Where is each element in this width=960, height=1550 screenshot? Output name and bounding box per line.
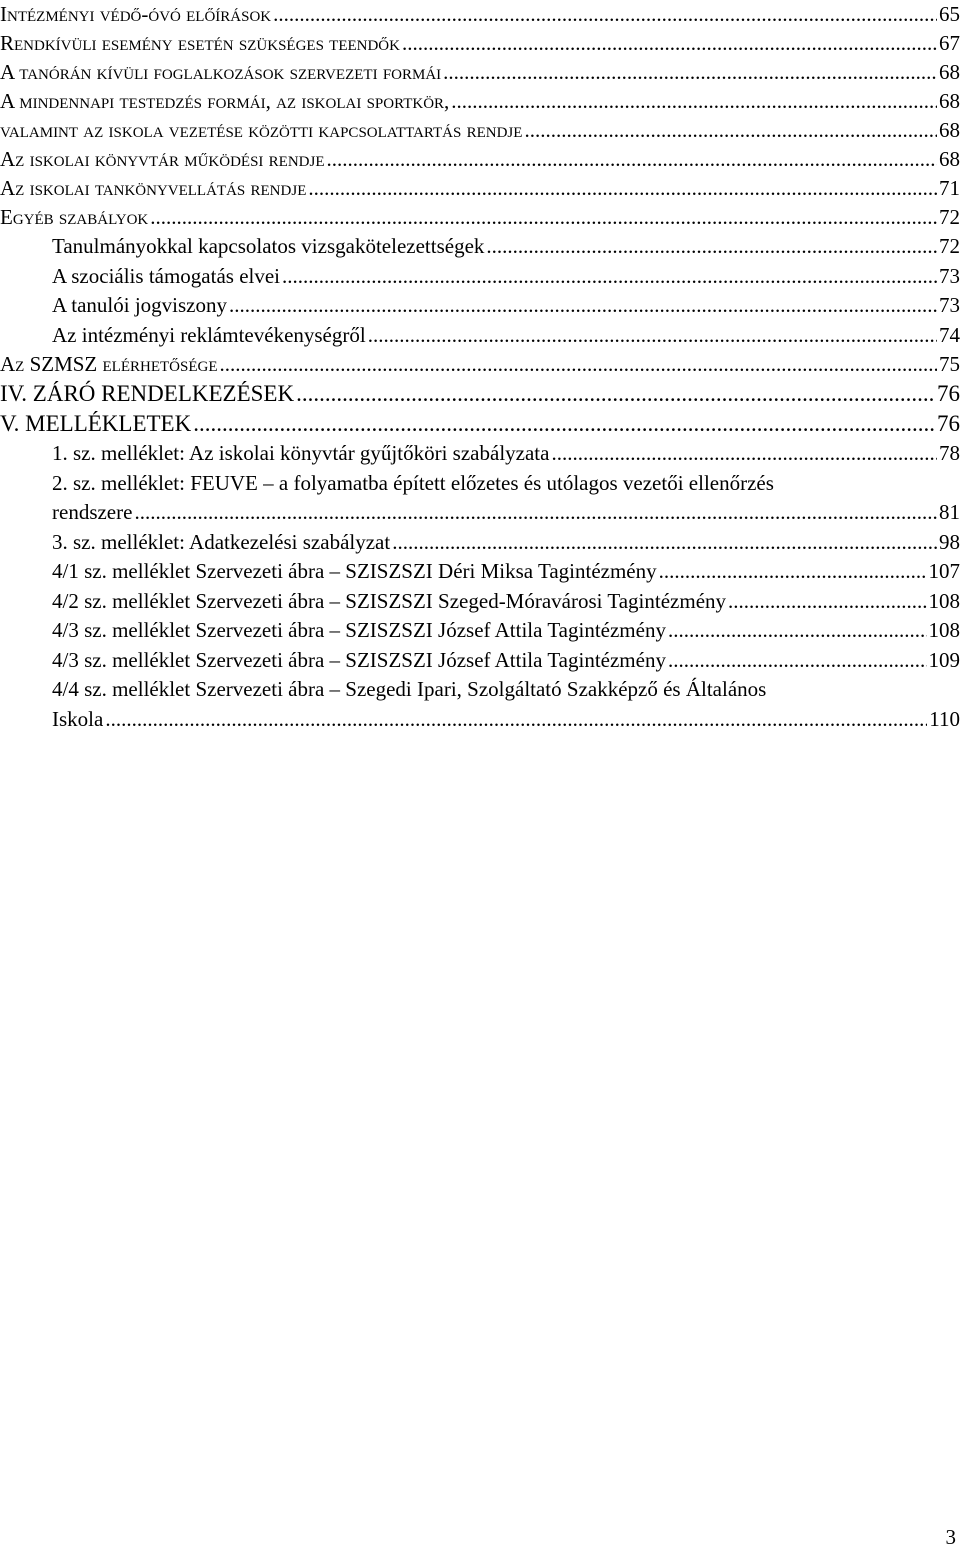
toc-entry-title: 2. sz. melléklet: FEUVE – a folyamatba épített előzetes és utólagos vezetői ellenőrzés — [52, 470, 774, 495]
toc-leader-dots — [668, 616, 927, 646]
toc-entry-title: A mindennapi testedzés formái, az iskolai sportkör, — [0, 89, 450, 113]
toc-entry-page: 81 — [939, 500, 960, 524]
toc-leader-dots — [551, 439, 937, 469]
toc-entry[interactable] — [0, 587, 960, 617]
toc-entry-title: Az iskolai tankönyvellátás rendje — [0, 176, 307, 200]
toc-entry-page: 107 — [928, 559, 960, 583]
toc-entry[interactable] — [0, 557, 960, 587]
toc-entry-page: 78 — [939, 441, 960, 465]
toc-entry-page: 75 — [939, 352, 960, 376]
toc-entry-page: 65 — [939, 2, 960, 26]
toc-entry[interactable] — [0, 675, 960, 734]
toc-entry-page: 72 — [939, 234, 960, 258]
table-of-contents — [0, 0, 960, 734]
toc-entry[interactable] — [0, 439, 960, 469]
toc-entry-title: 4/3 sz. melléklet Szervezeti ábra – SZISZSZI József Attila Tagintézmény — [52, 618, 666, 642]
toc-leader-dots — [728, 587, 926, 617]
toc-entry[interactable] — [0, 409, 960, 439]
toc-leader-dots — [326, 145, 937, 174]
toc-entry-title: A tanulói jogviszony — [52, 293, 227, 317]
toc-entry-page: 71 — [939, 176, 960, 200]
toc-entry-title: A szociális támogatás elvei — [52, 263, 281, 288]
toc-leader-dots — [273, 0, 937, 29]
toc-entry-title: Az iskolai könyvtár működési rendje — [0, 147, 325, 171]
toc-leader-dots — [402, 29, 937, 58]
toc-leader-dots — [668, 646, 927, 676]
toc-entry[interactable] — [0, 291, 960, 321]
toc-leader-dots — [220, 350, 938, 379]
toc-entry[interactable] — [0, 262, 960, 292]
toc-entry-page: 110 — [929, 706, 960, 731]
toc-entry[interactable] — [0, 29, 960, 58]
toc-leader-dots — [150, 203, 937, 232]
toc-entry-title-continued: Iskola — [52, 706, 104, 731]
toc-entry-page: 73 — [939, 263, 960, 288]
page-number: 3 — [945, 1525, 956, 1549]
toc-leader-dots — [282, 262, 937, 292]
toc-entry-title: valamint az iskola vezetése közötti kapcsolattartás rendje — [0, 118, 523, 142]
toc-entry-title: Az SZMSZ elérhetősége — [0, 352, 218, 376]
toc-leader-dots — [392, 528, 937, 558]
toc-entry-title-continued: rendszere — [52, 500, 133, 524]
toc-entry-title: V. MELLÉKLETEK — [0, 411, 192, 436]
toc-entry-title: Egyéb szabályok — [0, 205, 149, 229]
toc-entry[interactable] — [0, 379, 960, 409]
toc-entry-title: 4/4 sz. melléklet Szervezeti ábra – Szegedi Ipari, Szolgáltató Szakképző és Általános — [52, 677, 767, 701]
toc-leader-dots — [451, 87, 937, 116]
toc-entry-title: IV. ZÁRÓ RENDELKEZÉSEK — [0, 381, 295, 406]
toc-leader-dots — [134, 498, 937, 528]
toc-entry-page: 109 — [928, 647, 960, 672]
toc-entry-page: 76 — [937, 381, 960, 406]
toc-leader-dots — [443, 58, 937, 87]
toc-entry-title: Tanulmányokkal kapcsolatos vizsgakötelezettségek — [52, 234, 485, 258]
toc-entry[interactable] — [0, 528, 960, 558]
toc-entry[interactable] — [0, 174, 960, 203]
toc-entry-title: 3. sz. melléklet: Adatkezelési szabályzat — [52, 529, 391, 554]
toc-entry-page: 74 — [939, 322, 960, 347]
toc-leader-dots — [105, 705, 927, 735]
toc-entry[interactable] — [0, 0, 960, 29]
toc-entry-page: 68 — [939, 147, 960, 171]
toc-entry[interactable] — [0, 145, 960, 174]
toc-entry-title: 4/1 sz. melléklet Szervezeti ábra – SZISZSZI Déri Miksa Tagintézmény — [52, 559, 657, 583]
toc-entry-page: 108 — [928, 588, 960, 613]
toc-leader-dots — [308, 174, 937, 203]
toc-leader-dots — [193, 409, 935, 439]
toc-entry-title: Az intézményi reklámtevékenységről — [52, 322, 366, 347]
toc-leader-dots — [368, 321, 937, 351]
toc-entry-title: Intézményi védő-óvó előírások — [0, 2, 272, 26]
toc-entry[interactable] — [0, 203, 960, 232]
toc-entry[interactable] — [0, 232, 960, 262]
toc-entry-title: A tanórán kívüli foglalkozások szervezeti formái — [0, 60, 442, 84]
toc-entry-page: 108 — [928, 618, 960, 642]
toc-entry-title: 4/2 sz. melléklet Szervezeti ábra – SZISZSZI Szeged-Móravárosi Tagintézmény — [52, 588, 727, 613]
toc-entry-title: 4/3 sz. melléklet Szervezeti ábra – SZISZSZI József Attila Tagintézmény — [52, 647, 666, 672]
toc-entry-page: 67 — [939, 31, 960, 55]
toc-entry-page: 68 — [939, 60, 960, 84]
toc-leader-dots — [659, 557, 927, 587]
toc-entry-page: 73 — [939, 293, 960, 317]
toc-entry[interactable] — [0, 321, 960, 351]
toc-leader-dots — [229, 291, 937, 321]
toc-entry-page: 98 — [939, 529, 960, 554]
toc-entry-page: 68 — [939, 89, 960, 113]
toc-entry-page: 68 — [939, 118, 960, 142]
toc-leader-dots — [296, 379, 935, 409]
toc-entry[interactable] — [0, 87, 960, 116]
toc-leader-dots — [524, 116, 937, 145]
toc-entry[interactable] — [0, 116, 960, 145]
toc-entry[interactable] — [0, 350, 960, 379]
toc-entry-page: 72 — [939, 205, 960, 229]
toc-entry[interactable] — [0, 469, 960, 528]
toc-entry-title: 1. sz. melléklet: Az iskolai könyvtár gyűjtőköri szabályzata — [52, 441, 550, 465]
toc-entry-title: Rendkívüli esemény esetén szükséges teendők — [0, 31, 400, 55]
toc-entry[interactable] — [0, 616, 960, 646]
toc-entry[interactable] — [0, 58, 960, 87]
toc-entry-page: 76 — [937, 411, 960, 436]
toc-leader-dots — [486, 232, 937, 262]
toc-entry[interactable] — [0, 646, 960, 676]
